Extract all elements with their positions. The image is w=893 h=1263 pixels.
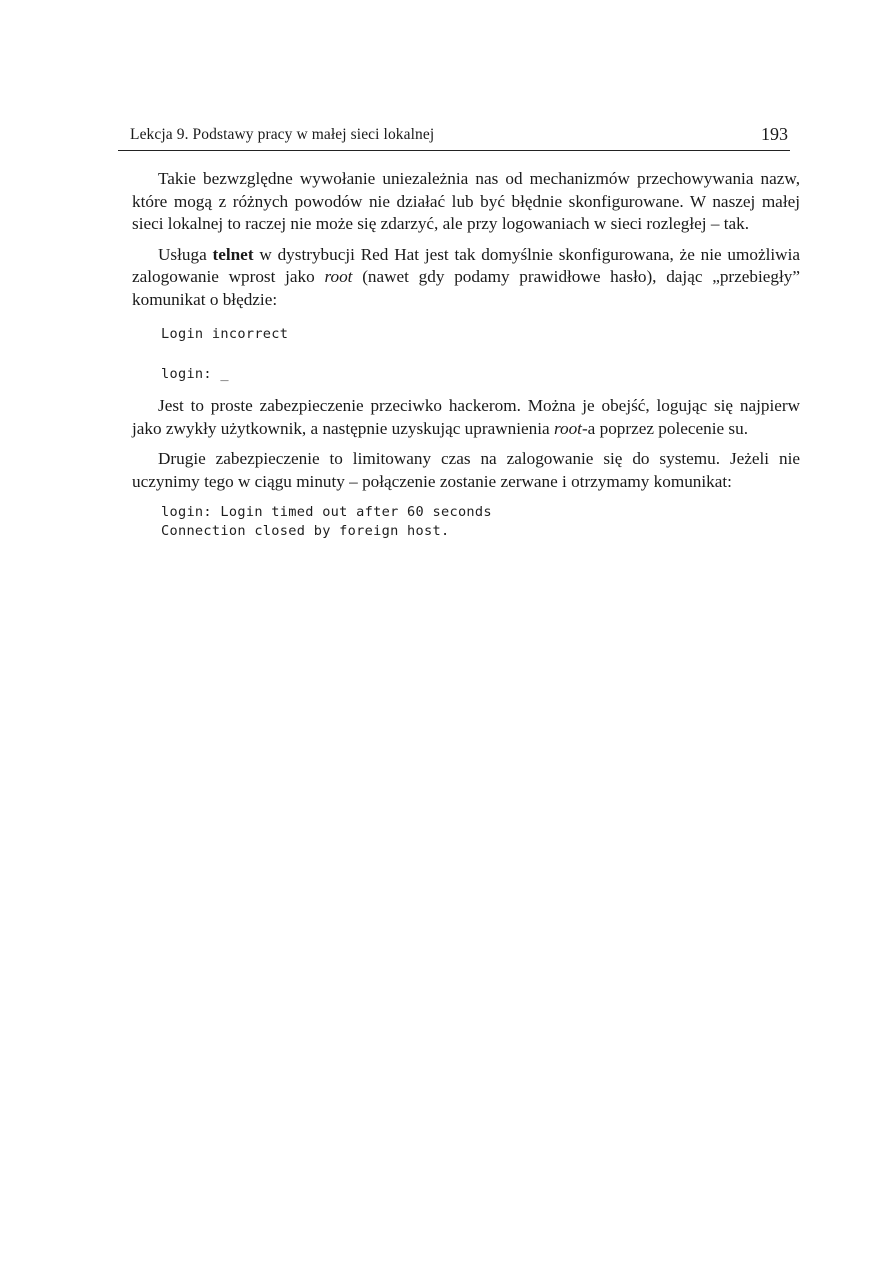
page-number: 193 [761, 124, 788, 144]
paragraph-3 [132, 395, 800, 440]
paragraph-3-text-b: -a poprzez polecenie su. [581, 418, 749, 438]
paragraph-3-text-a: Jest to proste zabezpieczenie przeciwko hackerom. Można je obejść, logując się najpierw jako zwykły użytkownik, a następnie uzyskując uprawnienia [132, 396, 800, 438]
paragraph-4 [132, 448, 800, 493]
telnet-term: telnet [212, 244, 254, 264]
code-timeout-line-1: login: Login timed out after 60 seconds [161, 504, 492, 520]
paragraph-1-text: Takie bezwzględne wywołanie uniezależnia nas od mechanizmów przechowywania nazw, które mogą z różnych powodów nie działać lub być błędnie skonfigurowane. W naszej małej sieci lokalnej to raczej nie może się zdarzyć, ale przy logowaniach w sieci rozległej – tak. [132, 169, 800, 233]
paragraph-2 [132, 244, 800, 312]
body-text [132, 168, 800, 541]
root-term-2: root [553, 418, 582, 438]
code-login-prompt: login: _ [161, 366, 229, 382]
running-header [118, 122, 790, 151]
code-login-incorrect: Login incorrect [161, 326, 289, 342]
paragraph-1 [132, 168, 800, 236]
root-term: root [324, 267, 353, 286]
paragraph-2-text-a: Usługa [158, 244, 213, 264]
paragraph-4-text: Drugie zabezpieczenie to limitowany czas na zalogowanie się do systemu. Jeżeli nie uczynimy tego w ciągu minuty – połączenie zostanie zerwane i otrzymamy komunikat: [132, 449, 800, 491]
code-timeout-line-2: Connection closed by foreign host. [161, 523, 450, 539]
paragraph-2-text-b: w dystrybucji Red Hat jest tak domyślnie skonfigurowana, że nie umożliwia zalogowanie wprost jako [132, 244, 800, 286]
code-spacer [132, 344, 800, 365]
paragraph-2-text-c: (nawet gdy podamy prawidłowe hasło), dając „przebiegły” komunikat o błędzie: [132, 267, 800, 309]
running-title: Lekcja 9. Podstawy pracy w małej sieci lokalnej [130, 126, 435, 143]
